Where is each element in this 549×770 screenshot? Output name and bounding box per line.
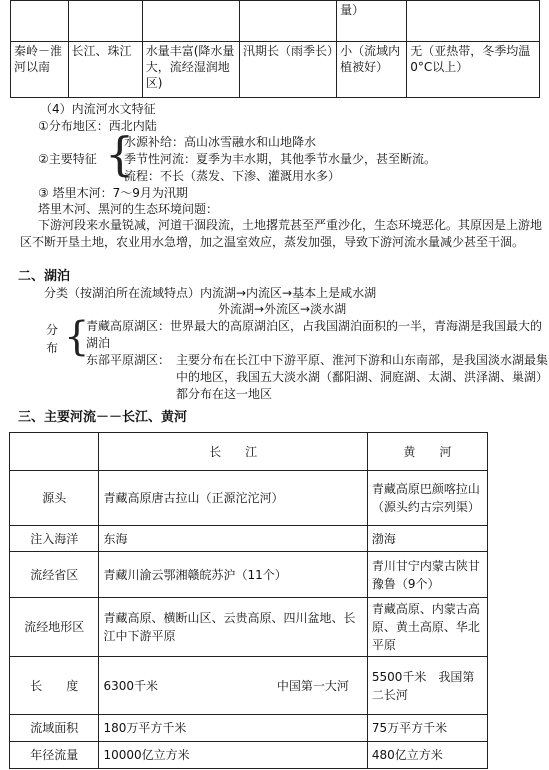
table-cell: 青藏高原唐古拉山（正源沱沱河） <box>99 471 367 526</box>
table-row <box>10 657 488 715</box>
table-cell <box>239 1 336 42</box>
column-header-yangtze: 长 江 <box>99 433 367 471</box>
problem-description: 下游河段来水量锐减，河道干涸段流，土地撂荒甚至严重沙化，生态环境恶化。其原因是上游地区不断开垦土地，农业用水急增，加之温室效应，蒸发加强，导致下游河流水量减少甚至干涸。 <box>20 218 543 249</box>
table-cell: 汛期长（雨季长） <box>239 42 336 98</box>
section-title: （4）内流河水文特征 <box>40 102 156 116</box>
table-cell: 无（亚热带，冬季均温0°C以上） <box>407 42 540 98</box>
distribution-text: ①分布地区：西北内陆 <box>38 119 157 133</box>
table-cell: 10000亿立方米 <box>99 742 367 769</box>
table-cell <box>11 1 69 42</box>
table-cell: 480亿立方米 <box>367 742 487 769</box>
table-cell: 长江、珠江 <box>68 42 142 98</box>
lakes-heading: 二、湖泊 <box>18 269 71 284</box>
table-cell: 5500千米 我国第二长河 <box>367 657 487 715</box>
table-cell: 小（流域内植被好） <box>337 42 407 98</box>
table-cell <box>99 657 367 715</box>
row-label: 源头 <box>10 471 99 526</box>
table-row <box>10 552 488 598</box>
tarim-text: ③ 塔里木河：7～9月为汛期 <box>38 186 188 200</box>
feature-item: 季节性河流：夏季为丰水期，其他季节水量少，甚至断流。 <box>124 152 437 166</box>
rivers-heading: 三、主要河流－－长江、黄河 <box>18 410 188 425</box>
distribution-label: 分布 <box>46 323 59 355</box>
table-cell: 青藏高原、横断山区、云贵高原、四川盆地、长江中下游平原 <box>99 598 367 657</box>
table-row <box>10 433 488 471</box>
east-lake-region: 主要分布在长江中下游平原、淮河下游和山东南部，是我国淡水湖最集中的地区，我国五大淡水湖（鄱阳湖、洞庭湖、太湖、洪泽湖、巢湖）都分布在这一地区 <box>176 353 549 401</box>
brace-icon: { <box>64 314 90 360</box>
length-note: 中国第一大河 <box>276 678 349 693</box>
table-cell: 量） <box>337 1 407 42</box>
table-cell: 渤海 <box>367 526 487 552</box>
length-value: 6300千米 <box>103 678 159 693</box>
column-header-yellow: 黄 河 <box>367 433 487 471</box>
table-row <box>10 526 488 552</box>
table-row <box>10 742 488 769</box>
feature-item: 水源补给：高山冰雪融水和山地降水 <box>124 135 317 149</box>
table-cell: 75万平方千米 <box>367 715 487 742</box>
table-cell <box>407 1 540 42</box>
table-row <box>10 471 488 526</box>
table-row <box>10 598 488 657</box>
table-cell: 东海 <box>99 526 367 552</box>
table-row <box>10 715 488 742</box>
problem-title: 塔里木河、黑河的生态环境问题： <box>38 202 219 216</box>
table-cell <box>142 1 239 42</box>
table-cell <box>10 433 99 471</box>
table-cell: 180万平方千米 <box>99 715 367 742</box>
table-row <box>11 42 540 98</box>
table-cell: 青藏高原巴颜喀拉山（源头约古宗列渠） <box>367 471 487 526</box>
features-label: ②主要特征 <box>38 152 97 166</box>
table-row <box>11 1 540 42</box>
table-cell: 青川甘宁内蒙古陕甘豫鲁（9个） <box>367 552 487 598</box>
row-label: 年径流量 <box>10 742 99 769</box>
row-label: 注入海洋 <box>10 526 99 552</box>
table-cell: 青藏川渝云鄂湘赣皖苏沪（11个） <box>99 552 367 598</box>
table-cell: 水量丰富(降水量大，流经湿润地区) <box>142 42 239 98</box>
row-label: 长 度 <box>10 657 99 715</box>
lake-class-line: 外流湖→外流区→淡水湖 <box>218 302 347 316</box>
row-label: 流经省区 <box>10 552 99 598</box>
feature-item: 流程：不长（蒸发、下渗、灌溉用水多） <box>124 169 341 183</box>
table-cell <box>68 1 142 42</box>
qinghai-lake-region: 青藏高原湖区：世界最大的高原湖泊区，占我国湖泊面积的一半，青海湖是我国最大的湖泊 <box>86 319 543 350</box>
brace-icon: { <box>105 127 135 181</box>
rivers-table <box>9 432 488 769</box>
row-label: 流经地形区 <box>10 598 99 657</box>
table-cell: 秦岭－淮河以南 <box>11 42 69 98</box>
table-cell: 青藏高原、内蒙古高原、黄土高原、华北平原 <box>367 598 487 657</box>
row-label: 流域面积 <box>10 715 99 742</box>
climate-river-table <box>10 0 540 98</box>
lake-class-line: 分类（按湖泊所在流域特点）内流湖→内流区→基本上是咸水湖 <box>44 286 377 300</box>
east-lake-label: 东部平原湖区： <box>86 353 171 367</box>
